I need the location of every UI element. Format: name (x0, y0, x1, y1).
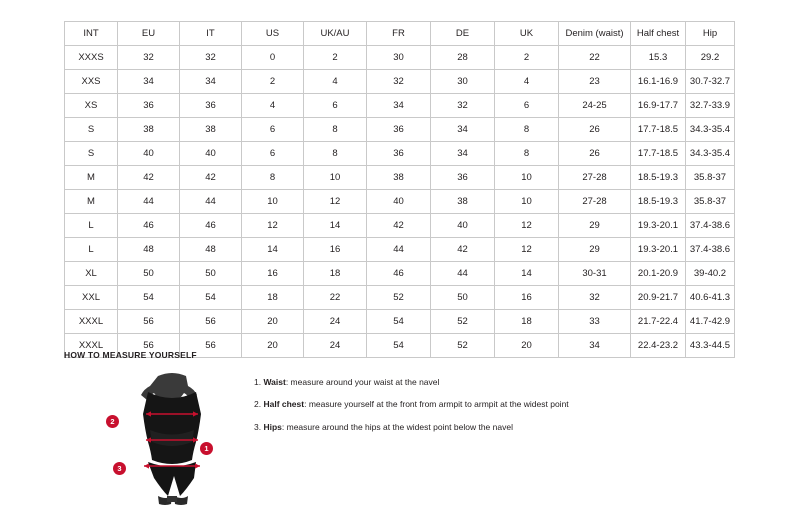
table-cell: 44 (367, 238, 431, 262)
table-cell: 14 (242, 238, 304, 262)
table-cell: 44 (431, 262, 495, 286)
measure-note-text: : measure around the hips at the widest point below the navel (281, 421, 513, 432)
table-cell: 56 (180, 334, 242, 358)
table-cell: 22 (559, 46, 631, 70)
mannequin-figure (112, 370, 232, 505)
table-cell: L (65, 214, 118, 238)
table-cell: 42 (367, 214, 431, 238)
table-cell: 0 (242, 46, 304, 70)
table-cell: 56 (118, 334, 180, 358)
table-cell: 6 (304, 94, 367, 118)
table-cell: 8 (495, 142, 559, 166)
table-header-cell: Denim (waist) (559, 22, 631, 46)
table-cell: 29 (559, 238, 631, 262)
measure-bullet-2: 2 (106, 415, 119, 428)
table-cell: M (65, 166, 118, 190)
table-cell: 41.7-42.9 (686, 310, 735, 334)
table-header-cell: FR (367, 22, 431, 46)
measure-note-text: : measure around your waist at the navel (285, 377, 440, 387)
table-cell: 48 (118, 238, 180, 262)
table-cell: 10 (304, 166, 367, 190)
table-cell: S (65, 142, 118, 166)
table-cell: XL (65, 262, 118, 286)
table-cell: 36 (431, 166, 495, 190)
table-cell: 12 (495, 214, 559, 238)
table-cell: 24-25 (559, 94, 631, 118)
table-cell: XS (65, 94, 118, 118)
table-cell: 14 (304, 214, 367, 238)
table-cell: 20 (242, 334, 304, 358)
table-cell: 8 (242, 166, 304, 190)
table-cell: 23 (559, 70, 631, 94)
table-header-cell: Hip (686, 22, 735, 46)
table-cell: 42 (180, 166, 242, 190)
table-header-cell: UK/AU (304, 22, 367, 46)
table-cell: XXXL (65, 334, 118, 358)
table-cell: 32 (431, 94, 495, 118)
table-cell: 29 (559, 214, 631, 238)
table-cell: 34 (431, 118, 495, 142)
table-cell: 32.7-33.9 (686, 94, 735, 118)
mannequin-icon (112, 370, 232, 505)
table-cell: 54 (118, 286, 180, 310)
table-cell: 38 (180, 118, 242, 142)
measure-note-number: 1. (254, 377, 262, 387)
table-cell: 56 (180, 310, 242, 334)
table-cell: 27-28 (559, 190, 631, 214)
table-cell: 32 (367, 70, 431, 94)
table-cell: 30 (431, 70, 495, 94)
table-cell: 46 (118, 214, 180, 238)
table-cell: 14 (495, 262, 559, 286)
table-header-row (65, 22, 735, 46)
table-cell: 50 (431, 286, 495, 310)
table-cell: 35.8-37 (686, 166, 735, 190)
table-cell: 34.3-35.4 (686, 142, 735, 166)
table-cell: 54 (367, 334, 431, 358)
table-cell: 12 (495, 238, 559, 262)
table-header-cell: Half chest (631, 22, 686, 46)
table-cell: 6 (495, 94, 559, 118)
table-cell: 54 (367, 310, 431, 334)
table-cell: 10 (495, 190, 559, 214)
table-cell: 34.3-35.4 (686, 118, 735, 142)
table-cell: 40.6-41.3 (686, 286, 735, 310)
table-cell: 40 (431, 214, 495, 238)
measure-bullet-1: 1 (200, 442, 213, 455)
table-cell: 52 (367, 286, 431, 310)
table-cell: 18 (242, 286, 304, 310)
table-cell: 16 (495, 286, 559, 310)
measure-note (254, 423, 569, 432)
table-cell: 6 (242, 142, 304, 166)
table-cell: 54 (180, 286, 242, 310)
table-header-cell: EU (118, 22, 180, 46)
table-cell: 16.9-17.7 (631, 94, 686, 118)
table-cell: 18 (304, 262, 367, 286)
table-cell: 17.7-18.5 (631, 142, 686, 166)
table-row (65, 166, 735, 190)
table-row (65, 238, 735, 262)
table-row (65, 118, 735, 142)
table-cell: 8 (304, 118, 367, 142)
measure-bullet-3: 3 (113, 462, 126, 475)
table-cell: 42 (118, 166, 180, 190)
table-cell: 34 (180, 70, 242, 94)
table-cell: 16 (304, 238, 367, 262)
table-cell: S (65, 118, 118, 142)
table-cell: 52 (431, 334, 495, 358)
table-cell: 33 (559, 310, 631, 334)
table-header-cell: DE (431, 22, 495, 46)
table-cell: 46 (180, 214, 242, 238)
table-cell: 19.3-20.1 (631, 214, 686, 238)
table-cell: 38 (431, 190, 495, 214)
table-cell: 38 (367, 166, 431, 190)
table-cell: 40 (180, 142, 242, 166)
table-cell: 18.5-19.3 (631, 166, 686, 190)
table-row (65, 142, 735, 166)
table-cell: 6 (242, 118, 304, 142)
table-cell: 40 (118, 142, 180, 166)
table-row (65, 190, 735, 214)
table-cell: 22 (304, 286, 367, 310)
table-cell: 20 (242, 310, 304, 334)
table-cell: 34 (431, 142, 495, 166)
table-cell: 38 (118, 118, 180, 142)
measure-note-number: 3. (254, 421, 262, 432)
table-cell: 48 (180, 238, 242, 262)
table-cell: 20 (495, 334, 559, 358)
measure-note (254, 378, 569, 387)
table-cell: 4 (495, 70, 559, 94)
table-cell: 20.9-21.7 (631, 286, 686, 310)
table-cell: 36 (367, 142, 431, 166)
table-row (65, 286, 735, 310)
table-cell: L (65, 238, 118, 262)
how-to-measure-body (64, 368, 764, 505)
table-cell: 2 (495, 46, 559, 70)
measure-note (254, 400, 569, 409)
table-cell: 50 (118, 262, 180, 286)
table-cell: XXXL (65, 310, 118, 334)
table-row (65, 214, 735, 238)
measure-notes (254, 378, 569, 445)
table-cell: 44 (118, 190, 180, 214)
table-cell: 37.4-38.6 (686, 238, 735, 262)
table-cell: 56 (118, 310, 180, 334)
table-cell: 34 (559, 334, 631, 358)
table-cell: 42 (431, 238, 495, 262)
table-row (65, 310, 735, 334)
table-cell: 36 (367, 118, 431, 142)
how-to-measure-section (64, 350, 764, 505)
table-cell: 34 (367, 94, 431, 118)
table-cell: 10 (495, 166, 559, 190)
table-header-cell: UK (495, 22, 559, 46)
measure-note-term: Hips (263, 421, 282, 432)
table-cell: 18 (495, 310, 559, 334)
table-cell: 2 (242, 70, 304, 94)
table-cell: 36 (118, 94, 180, 118)
table-cell: 28 (431, 46, 495, 70)
table-cell: 10 (242, 190, 304, 214)
table-cell: 26 (559, 142, 631, 166)
table-cell: 4 (304, 70, 367, 94)
table-cell: 44 (180, 190, 242, 214)
table-cell: 50 (180, 262, 242, 286)
table-body (65, 46, 735, 358)
table-cell: XXXS (65, 46, 118, 70)
table-cell: 40 (367, 190, 431, 214)
table-row (65, 46, 735, 70)
table-cell: 52 (431, 310, 495, 334)
table-cell: 26 (559, 118, 631, 142)
table-cell: 18.5-19.3 (631, 190, 686, 214)
size-chart-container (64, 21, 734, 358)
table-cell: M (65, 190, 118, 214)
table-cell: 29.2 (686, 46, 735, 70)
measure-note-term: Waist (263, 377, 286, 387)
measure-note-number: 2. (254, 399, 262, 410)
table-row (65, 262, 735, 286)
table-cell: 34 (118, 70, 180, 94)
table-cell: 8 (495, 118, 559, 142)
table-cell: 21.7-22.4 (631, 310, 686, 334)
table-cell: 20.1-20.9 (631, 262, 686, 286)
table-cell: XXL (65, 286, 118, 310)
table-row (65, 94, 735, 118)
table-cell: 4 (242, 94, 304, 118)
measure-note-term: Half chest (263, 399, 305, 410)
table-cell: 12 (304, 190, 367, 214)
table-cell: 24 (304, 310, 367, 334)
table-cell: 30 (367, 46, 431, 70)
measure-note-text: : measure yourself at the front from armpit to armpit at the widest point (304, 399, 569, 410)
table-cell: 32 (180, 46, 242, 70)
table-cell: 8 (304, 142, 367, 166)
table-cell: 30.7-32.7 (686, 70, 735, 94)
size-chart-table (64, 21, 735, 358)
table-cell: 24 (304, 334, 367, 358)
table-cell: 17.7-18.5 (631, 118, 686, 142)
table-cell: 27-28 (559, 166, 631, 190)
table-cell: 32 (118, 46, 180, 70)
table-cell: XXS (65, 70, 118, 94)
table-cell: 35.8-37 (686, 190, 735, 214)
table-header-cell: IT (180, 22, 242, 46)
table-cell: 12 (242, 214, 304, 238)
table-header-cell: INT (65, 22, 118, 46)
table-cell: 39-40.2 (686, 262, 735, 286)
table-cell: 2 (304, 46, 367, 70)
table-cell: 43.3-44.5 (686, 334, 735, 358)
table-cell: 19.3-20.1 (631, 238, 686, 262)
table-cell: 37.4-38.6 (686, 214, 735, 238)
table-cell: 46 (367, 262, 431, 286)
table-cell: 15.3 (631, 46, 686, 70)
table-cell: 16 (242, 262, 304, 286)
table-cell: 22.4-23.2 (631, 334, 686, 358)
table-cell: 36 (180, 94, 242, 118)
table-cell: 32 (559, 286, 631, 310)
table-row (65, 70, 735, 94)
how-to-measure-title: HOW TO MEASURE YOURSELF (64, 350, 197, 360)
table-header-cell: US (242, 22, 304, 46)
table-cell: 30-31 (559, 262, 631, 286)
table-cell: 16.1-16.9 (631, 70, 686, 94)
